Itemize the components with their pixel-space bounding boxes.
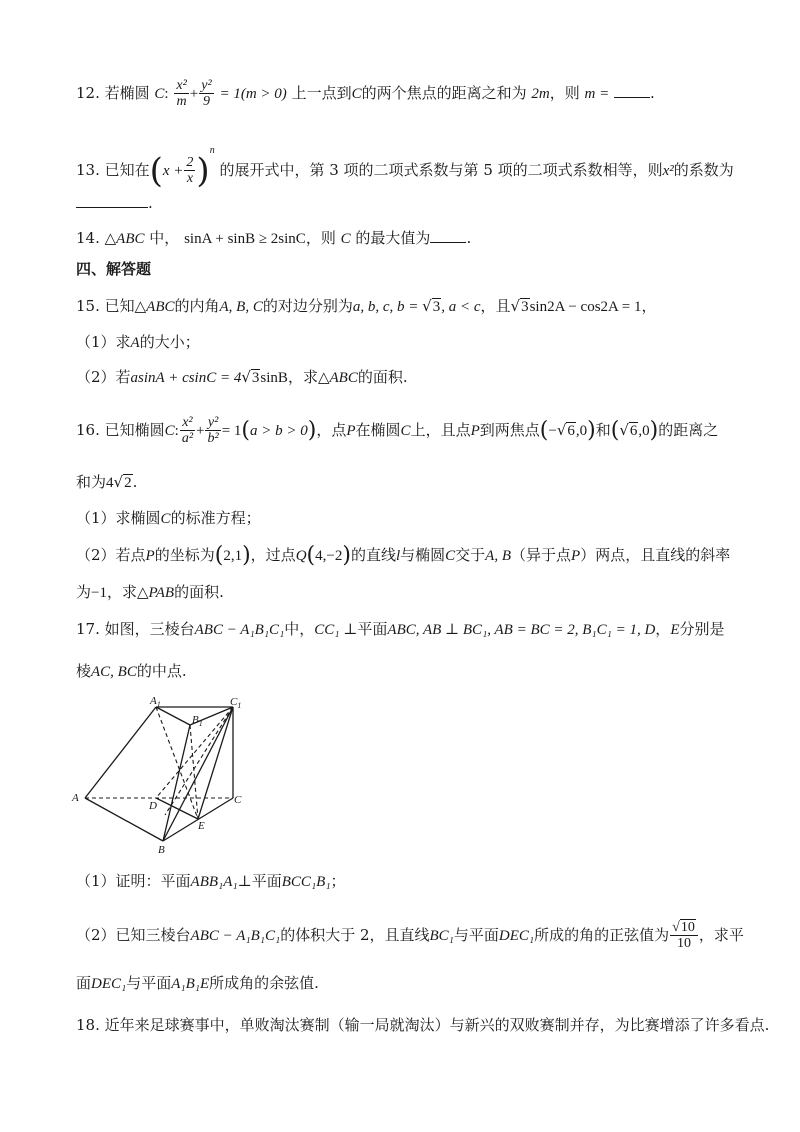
- question-15: 15. 已知△ABC的内角A, B, C的对边分别为a, b, c, b = √3, a < c，且√3sin2A − cos2A = 1，: [76, 297, 657, 315]
- edge-A-A1: [85, 707, 156, 798]
- label-C: C: [234, 794, 242, 806]
- question-16-line-2: 和为4√2.: [76, 473, 138, 491]
- fraction: $\frac{2}{x}$: [186, 155, 194, 186]
- question-18: 18. 近年来足球赛事中，单败淘汰赛制（输一局就淘汰）与新兴的双败赛制并存，为比赛增添了许多看点.: [76, 1016, 770, 1034]
- question-17: 17. 如图，三棱台ABC − A₁B₁C₁中，CC₁ ⊥平面ABC, AB ⊥ BC₁, AB = BC = 2, B₁C₁ = 1, D，E分别是: [76, 620, 725, 638]
- section-heading: 四、解答题: [76, 260, 152, 278]
- label-D: D: [149, 800, 157, 812]
- question-16: 16. 已知椭圆C: $\frac{\text{x²}}{\text{a²}}$ + $\frac{\text{y²}}{\text{b²}}$ = 1(a > b > 0)，点P在椭圆C上，且点P到两焦点(−√6,0)和(√6,0)的距离之: [76, 415, 719, 446]
- fraction: $\frac{\text{y²}}{9}$: [201, 78, 212, 109]
- frustum-figure: [70, 695, 260, 855]
- question-16-line-4: 为−1，求△PAB的面积.: [76, 583, 224, 601]
- label-C1: $C_1$: [230, 696, 242, 710]
- question-12: 12. 若椭圆 C: $\frac{\text{x²}}{m}$ + $\frac{\text{y²}}{9}$ = 1(m > 0) 上一点到C的两个焦点的距离之和为 2m，则 m = .: [76, 78, 655, 109]
- question-13-answer-line: .: [76, 192, 153, 214]
- question-17-line-2: 棱AC, BC的中点.: [76, 662, 187, 680]
- question-17-line-4: 面DEC₁与平面A₁B₁E所成角的余弦值.: [76, 974, 319, 992]
- answer-blank[interactable]: [76, 193, 148, 208]
- label-A: A: [72, 792, 79, 804]
- question-17-part-2: （2）已知三棱台ABC − A₁B₁C₁的体积大于 2，且直线BC₁与平面DEC₁所成的角的正弦值为 $\frac{√10}{10}$ ，求平: [76, 920, 744, 951]
- label-A1: $A_1$: [150, 695, 161, 709]
- label-B1: $B_1$: [192, 714, 203, 728]
- edge-A1-B1: [156, 707, 190, 725]
- question-15-part-1: （1）求A的大小；: [76, 333, 200, 351]
- question-16-part-2: （2）若点P的坐标为(2,1)，过点Q(4,−2)的直线l与椭圆C交于A, B（异于点P）两点，且直线的斜率: [76, 543, 731, 568]
- answer-blank[interactable]: [614, 83, 650, 98]
- question-13: 13. 已知在(x + $\frac{2}{x}$ )$^n$ 的展开式中，第 3 项的二项式系数与第 5 项的二项式系数相等，则x²的系数为: [76, 145, 734, 191]
- question-15-part-2: （2）若asinA + csinC = 4√3sinB，求△ABC的面积.: [76, 368, 408, 386]
- question-17-part-1: （1）证明：平面ABB₁A₁⊥平面BCC₁B₁；: [76, 872, 346, 890]
- fraction: $\frac{\text{x²}}{m}$: [176, 78, 187, 109]
- answer-blank[interactable]: [430, 228, 466, 243]
- label-B: B: [158, 844, 165, 855]
- question-16-part-1: （1）求椭圆C的标准方程；: [76, 509, 261, 527]
- edge-B1-B: [163, 725, 190, 841]
- edge-B1-E-hidden: [190, 725, 198, 819]
- label-E: E: [198, 820, 205, 832]
- question-14: 14. △ABC 中， sinA + sinB ≥ 2sinC，则 C 的最大值为 .: [76, 229, 472, 247]
